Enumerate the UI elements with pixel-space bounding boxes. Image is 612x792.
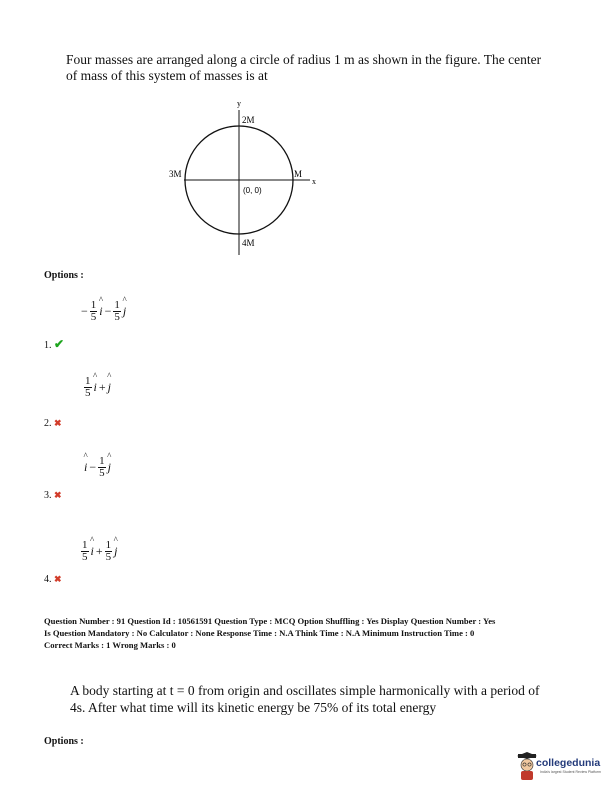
mass-right-label: M xyxy=(294,169,303,179)
option-1-expression: − $\frac{1}{5}$ ^ i − $\frac{1}{5}$ ^ j xyxy=(81,295,127,323)
question-meta xyxy=(44,615,584,651)
meta-line-3: Correct Marks : 1 Wrong Marks : 0 xyxy=(44,640,176,650)
watermark-brand: collegedunia xyxy=(536,757,601,769)
wrong-cross-icon: ✖ xyxy=(54,490,62,500)
option-2-expression: $\frac{1}{5}$ ^ i + ^ j xyxy=(85,371,112,399)
mass-left-label: 3M xyxy=(169,169,182,179)
question-1-line-1: Four masses are arranged along a circle of radius 1 m as shown in the figure. The center xyxy=(66,52,542,67)
option-3-number: 3. ✖ xyxy=(44,490,62,501)
options-label: Options : xyxy=(44,270,84,281)
mass-bottom-label: 4M xyxy=(242,238,255,248)
option-4-expression: $\frac{1}{5}$ ^ i + $\frac{1}{5}$ ^ j xyxy=(82,535,118,563)
watermark-tagline: India's largest Student Review Platform xyxy=(540,770,601,774)
meta-line-1: Question Number : 91 Question Id : 10561591 Question Type : MCQ Option Shuffling : Yes Display Question Number : Yes xyxy=(44,616,496,626)
wrong-cross-icon: ✖ xyxy=(54,574,62,584)
y-axis-label: y xyxy=(237,99,241,108)
x-axis-label: x xyxy=(312,177,316,186)
question-2-text xyxy=(70,682,570,716)
option-3-expression: ^ i − $\frac{1}{5}$ ^ j xyxy=(83,451,112,479)
question-1-line-2: of mass of this system of masses is at xyxy=(66,68,268,83)
question-2-line-1: A body starting at t = 0 from origin and oscillates simple harmonically with a period of xyxy=(70,683,540,698)
meta-line-2: Is Question Mandatory : No Calculator : None Response Time : N.A Think Time : N.A Minimum Instruction Time : 0 xyxy=(44,628,475,638)
option-4-number: 4. ✖ xyxy=(44,574,62,585)
collegedunia-mascot-icon xyxy=(516,752,538,782)
origin-label: (0, 0) xyxy=(243,186,262,195)
option-1-number: 1. ✔ xyxy=(44,337,65,351)
option-2-number: 2. ✖ xyxy=(44,418,62,429)
question-2-line-2: 4s. After what time will its kinetic energy be 75% of its total energy xyxy=(70,700,437,715)
wrong-cross-icon: ✖ xyxy=(54,418,62,428)
options-label-2: Options : xyxy=(44,736,84,747)
correct-check-icon: ✔ xyxy=(54,337,65,351)
question-1-text xyxy=(66,52,566,84)
mass-top-label: 2M xyxy=(242,115,255,125)
circle-masses-figure xyxy=(160,95,330,260)
